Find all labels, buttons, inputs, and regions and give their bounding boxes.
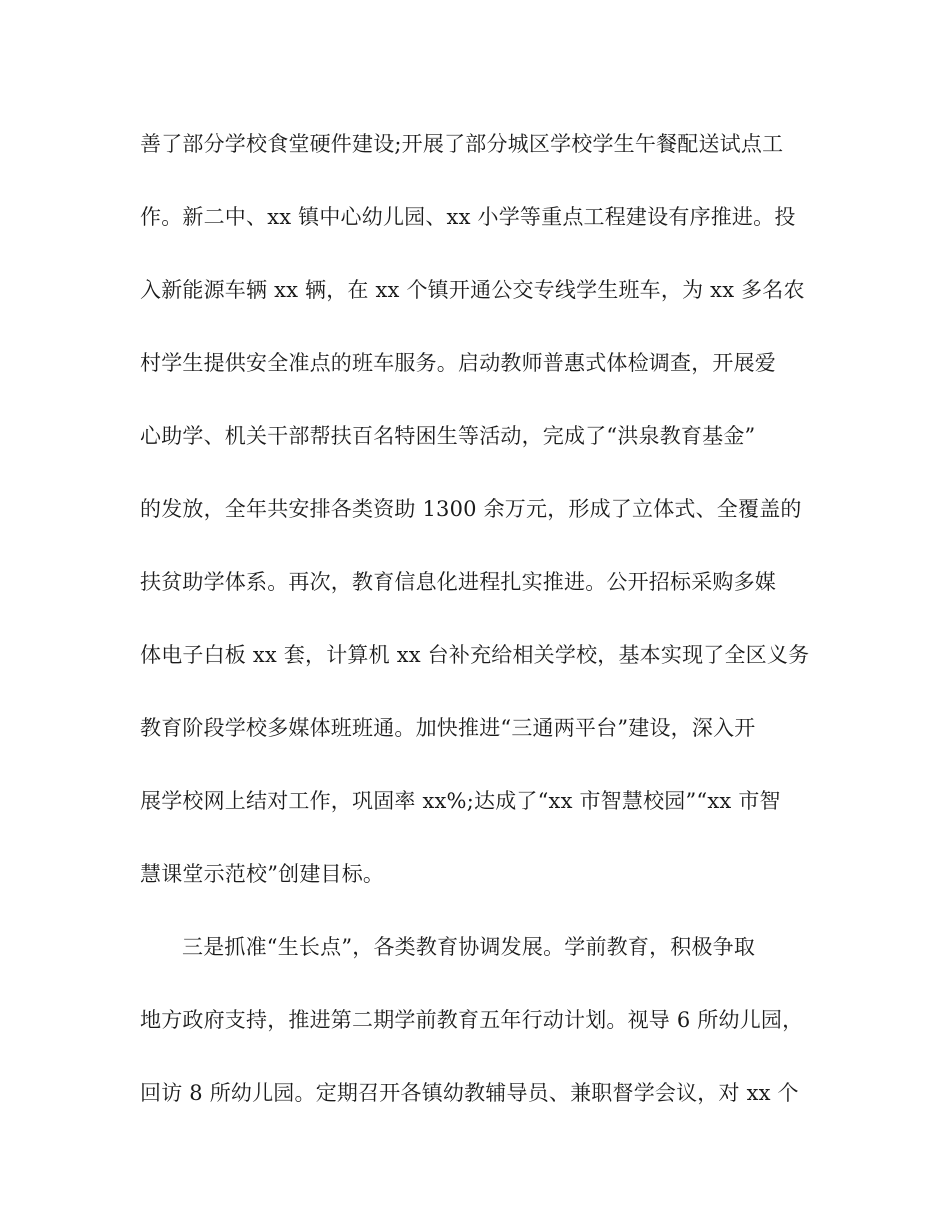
text-line: 的发放，全年共安排各类资助 1300 余万元，形成了立体式、全覆盖的: [140, 497, 802, 521]
text-line: 慧课堂示范校”创建目标。: [140, 862, 385, 886]
text-line: 入新能源车辆 xx 辆，在 xx 个镇开通公交专线学生班车，为 xx 多名农: [140, 278, 805, 302]
text-line: 回访 8 所幼儿园。定期召开各镇幼教辅导员、兼职督学会议，对 xx 个: [140, 1081, 799, 1105]
text-line: 展学校网上结对工作，巩固率 xx%;达成了“xx 市智慧校园”“xx 市智: [140, 789, 781, 813]
text-line: 村学生提供安全准点的班车服务。启动教师普惠式体检调查，开展爱: [140, 351, 776, 375]
paragraph-first-line: 三是抓准“生长点”，各类教育协调发展。学前教育，积极争取: [182, 935, 756, 959]
text-line: 心助学、机关干部帮扶百名特困生等活动，完成了“洪泉教育基金”: [140, 424, 756, 448]
document-body: [140, 124, 820, 1146]
text-line: 扶贫助学体系。再次，教育信息化进程扎实推进。公开招标采购多媒: [140, 570, 776, 594]
text-line: 作。新二中、xx 镇中心幼儿园、xx 小学等重点工程建设有序推进。投: [140, 205, 796, 229]
text-line: 地方政府支持，推进第二期学前教育五年行动计划。视导 6 所幼儿园，: [140, 1008, 804, 1032]
text-line: 教育阶段学校多媒体班班通。加快推进“三通两平台”建设，深入开: [140, 716, 756, 740]
text-line: 体电子白板 xx 套，计算机 xx 台补充给相关学校，基本实现了全区义务: [140, 643, 810, 667]
text-line: 善了部分学校食堂硬件建设;开展了部分城区学校学生午餐配送试点工: [140, 132, 784, 156]
